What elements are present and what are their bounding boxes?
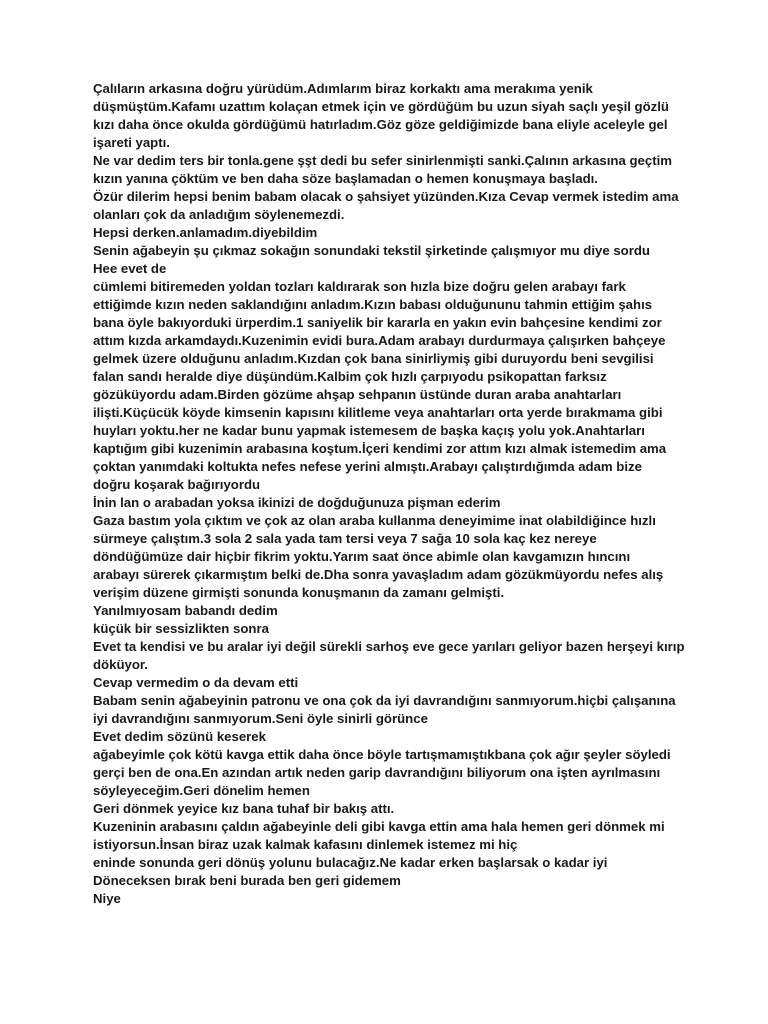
text-line: cümlemi bitiremeden yoldan tozları kaldırarak son hızla bize doğru gelen arabayı fark [93, 279, 626, 294]
text-line: arabayı sürerek çıkarmıştım belki de.Dha sonra yavaşladım adam gözükmüyordu nefes alış [93, 567, 664, 582]
text-line: Ne var dedim ters bir tonla.gene şşt dedi bu sefer sinirlenmişti sanki.Çalının arkasına geçtim [93, 153, 672, 168]
story-text [93, 80, 683, 908]
text-line: falan sandı heralde diye düşündüm.Kalbim çok hızlı çarpıyodu psikopattan farksız [93, 369, 607, 384]
text-line: kızın yanına çöktüm ve ben daha söze başlamadan o hemen konuşmaya başladı. [93, 171, 598, 186]
text-line: eninde sonunda geri dönüş yolunu bulacağız.Ne kadar erken başlarsak o kadar iyi [93, 855, 608, 870]
text-line: düşmüştüm.Kafamı uzattım kolaçan etmek için ve gördüğüm bu uzun siyah saçlı yeşil gözlü [93, 99, 669, 114]
text-line: kaptığım gibi kuzenimin arabasına koştum.İçeri kendimi zor attım kızı almak istemedim ama [93, 441, 667, 456]
text-line: işareti yaptı. [93, 135, 170, 150]
text-line: Evet dedim sözünü keserek [93, 729, 266, 744]
text-line: bana öyle bakıyorduki ürperdim.1 saniyelik bir kararla en yakın evin bahçesine kendimi zor [93, 315, 662, 330]
text-line: gözüküyordu adam.Birden gözüme ahşap sehpanın üstünde duran araba anahtarları [93, 387, 622, 402]
text-line: Niye [93, 891, 121, 906]
text-line: istiyorsun.İnsan biraz uzak kalmak kafasını dinlemek istemez mi hiç [93, 837, 518, 852]
text-line: Cevap vermedim o da devam etti [93, 675, 299, 690]
text-line: attım kızda arkamdaydı.Kuzenimin evidi bura.Adam arabayı durdurmaya çalışırken bahçeye [93, 333, 666, 348]
text-line: Döneceksen bırak beni burada ben geri gidemem [93, 873, 401, 888]
text-line: Evet ta kendisi ve bu aralar iyi değil sürekli sarhoş eve gece yarıları geliyor bazen herşeyi kırıp [93, 639, 685, 654]
text-line: Geri dönmek yeyice kız bana tuhaf bir bakış attı. [93, 801, 395, 816]
text-line: olanları çok da anladığım söylenemezdi. [93, 207, 345, 222]
text-line: verişim düzene girmişti sonunda konuşmanın da zamanı gelmişti. [93, 585, 505, 600]
text-line: çoktan yanımdaki koltukta nefes nefese yerini almıştı.Arabayı çalıştırdığımda adam bize [93, 459, 642, 474]
text-line: Hee evet de [93, 261, 167, 276]
text-line: sürmeye çalıştım.3 sola 2 sala yada tam tersi veya 7 sağa 10 sola kaç kez nereye [93, 531, 597, 546]
text-line: Babam senin ağabeyinin patronu ve ona çok da iyi davrandığını sanmıyorum.hiçbi çalışanına [93, 693, 676, 708]
text-line: kızı daha önce okulda gördüğümü hatırladım.Göz göze geldiğimizde bana eliyle aceleyle gel [93, 117, 668, 132]
text-line: Özür dilerim hepsi benim babam olacak o şahsiyet yüzünden.Kıza Cevap vermek istedim ama [93, 189, 679, 204]
text-line: Kuzeninin arabasını çaldın ağabeyinle deli gibi kavga ettin ama hala hemen geri dönmek mi [93, 819, 665, 834]
text-line: Çalıların arkasına doğru yürüdüm.Adımlarım biraz korkaktı ama merakıma yenik [93, 81, 593, 96]
text-line: iyi davrandığını sanmıyorum.Seni öyle sinirli görünce [93, 711, 428, 726]
text-line: ilişti.Küçücük köyde kimsenin kapısını kilitleme veya anahtarları orta yerde bırakmama gibi [93, 405, 663, 420]
text-line: döndüğümüze dair hiçbir fikrim yoktu.Yarım saat önce abimle olan kavgamızın hıncını [93, 549, 631, 564]
text-line: ağabeyimle çok kötü kavga ettik daha önce böyle tartışmamıştıkbana çok ağır şeyler söyledi [93, 747, 671, 762]
text-line: doğru koşarak bağırıyordu [93, 477, 261, 492]
text-line: küçük bir sessizlikten sonra [93, 621, 269, 636]
text-line: Senin ağabeyin şu çıkmaz sokağın sonundaki tekstil şirketinde çalışmıyor mu diye sordu [93, 243, 650, 258]
text-line: Hepsi derken.anlamadım.diyebildim [93, 225, 318, 240]
text-line: Yanılmıyosam babandı dedim [93, 603, 278, 618]
text-line: huyları yoktu.her ne kadar bunu yapmak istemesem de başka kaçış yolu yok.Anahtarları [93, 423, 645, 438]
text-line: gelmek üzere olduğunu anladım.Kızdan çok bana sinirliymiş gibi duruyordu beni sevgilisi [93, 351, 654, 366]
text-line: ettiğimde kızın neden saklandığını anladım.Kızın babası olduğununu tahmin ettiğim şahıs [93, 297, 653, 312]
text-line: Gaza bastım yola çıktım ve çok az olan araba kullanma deneyimime inat olabildiğince hızlı [93, 513, 656, 528]
text-line: döküyor. [93, 657, 148, 672]
text-line: gerçi ben de ona.En azından artık neden garip davrandığını biliyorum ona işten ayrılmasını [93, 765, 661, 780]
text-line: İnin lan o arabadan yoksa ikinizi de doğduğunuza pişman ederim [93, 495, 501, 510]
text-line: söyleyeceğim.Geri dönelim hemen [93, 783, 310, 798]
